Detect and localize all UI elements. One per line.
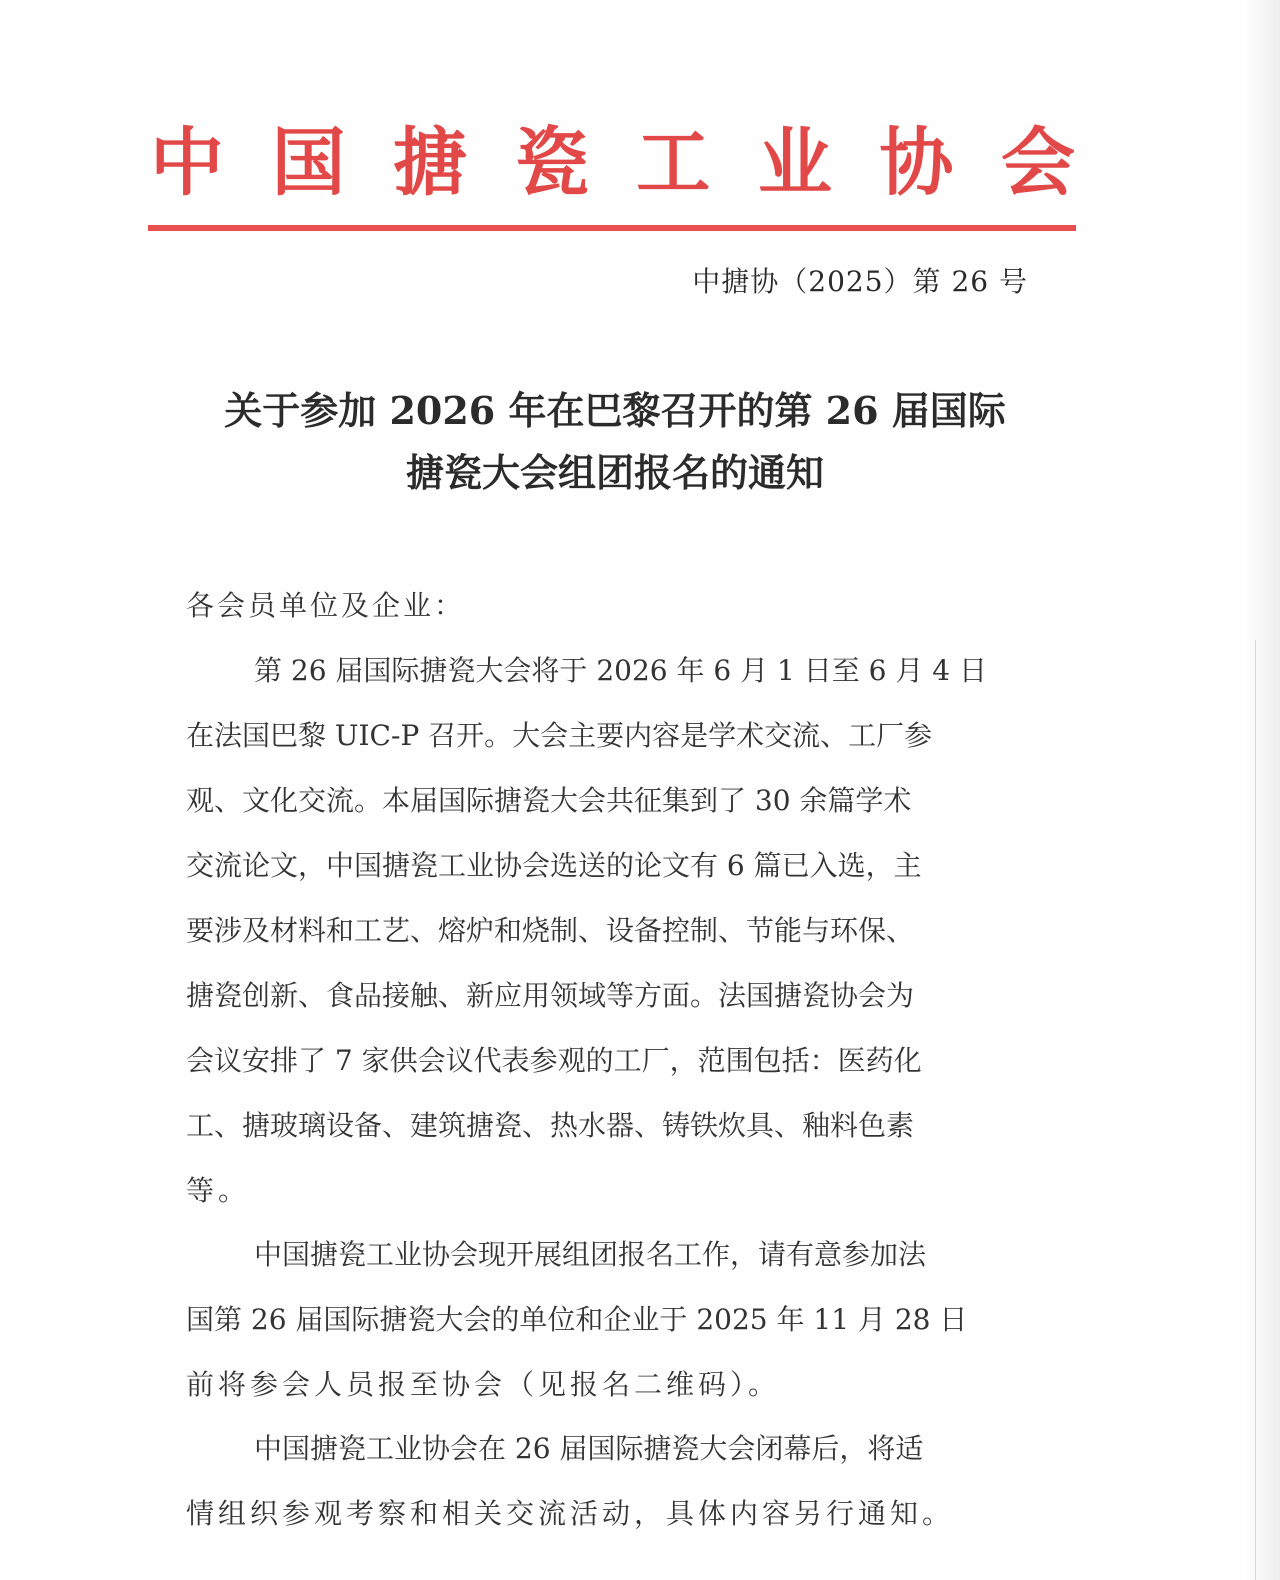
letterhead-char: 会 (1000, 120, 1075, 206)
text-line: 交流论文，中国搪瓷工业协会选送的论文有 6 篇已入选，主 (186, 849, 922, 882)
paragraph-3 (186, 1416, 1046, 1546)
letterhead-char: 协 (879, 120, 954, 206)
text-line: 会议安排了 7 家供会议代表参观的工厂，范围包括：医药化 (186, 1044, 922, 1077)
paragraph-2 (186, 1222, 1046, 1417)
letterhead-char: 瓷 (514, 120, 589, 206)
letterhead-char: 搪 (393, 120, 468, 206)
text-line: 等。 (186, 1174, 251, 1207)
letterhead-red-rule (148, 225, 1076, 231)
letterhead-char: 业 (757, 120, 832, 206)
document-title-line: 搪瓷大会组团报名的通知 (405, 450, 824, 495)
text-line: 前将参会人员报至协会（见报名二维码）。 (186, 1368, 781, 1401)
document-title-line: 关于参加 2026 年在巴黎召开的第 26 届国际 (224, 388, 1006, 433)
document-number: 中搪协（2025）第 26 号 (692, 265, 1028, 298)
text-line: 搪瓷创新、食品接触、新应用领域等方面。法国搪瓷协会为 (186, 979, 915, 1012)
text-line: 情组织参观考察和相关交流活动，具体内容另行通知。 (186, 1497, 955, 1530)
text-line: 中国搪瓷工业协会现开展组团报名工作，请有意参加法 (254, 1238, 927, 1271)
text-line: 中国搪瓷工业协会在 26 届国际搪瓷大会闭幕后，将适 (254, 1432, 924, 1465)
text-line: 工、搪玻璃设备、建筑搪瓷、热水器、铸铁炊具、釉料色素 (186, 1109, 915, 1142)
page-edge-shadow (1244, 0, 1280, 1580)
text-line: 观、文化交流。本届国际搪瓷大会共征集到了 30 余篇学术 (186, 784, 912, 817)
letterhead-char: 中 (150, 120, 224, 206)
text-line: 国第 26 届国际搪瓷大会的单位和企业于 2025 年 11 月 28 日 (186, 1303, 968, 1336)
letterhead-char: 国 (271, 120, 346, 206)
salutation: 各会员单位及企业： (186, 589, 466, 622)
text-line: 第 26 届国际搪瓷大会将于 2026 年 6 月 1 日至 6 月 4 日 (254, 654, 987, 687)
text-line: 在法国巴黎 UIC-P 召开。大会主要内容是学术交流、工厂参 (186, 719, 933, 752)
letterhead-char: 工 (636, 120, 711, 206)
organization-letterhead (150, 118, 1075, 208)
document-title (150, 380, 1080, 504)
paragraph-1 (186, 638, 1046, 1223)
text-line: 要涉及材料和工艺、熔炉和烧制、设备控制、节能与环保、 (186, 914, 915, 947)
page-edge-line (1255, 640, 1256, 1580)
